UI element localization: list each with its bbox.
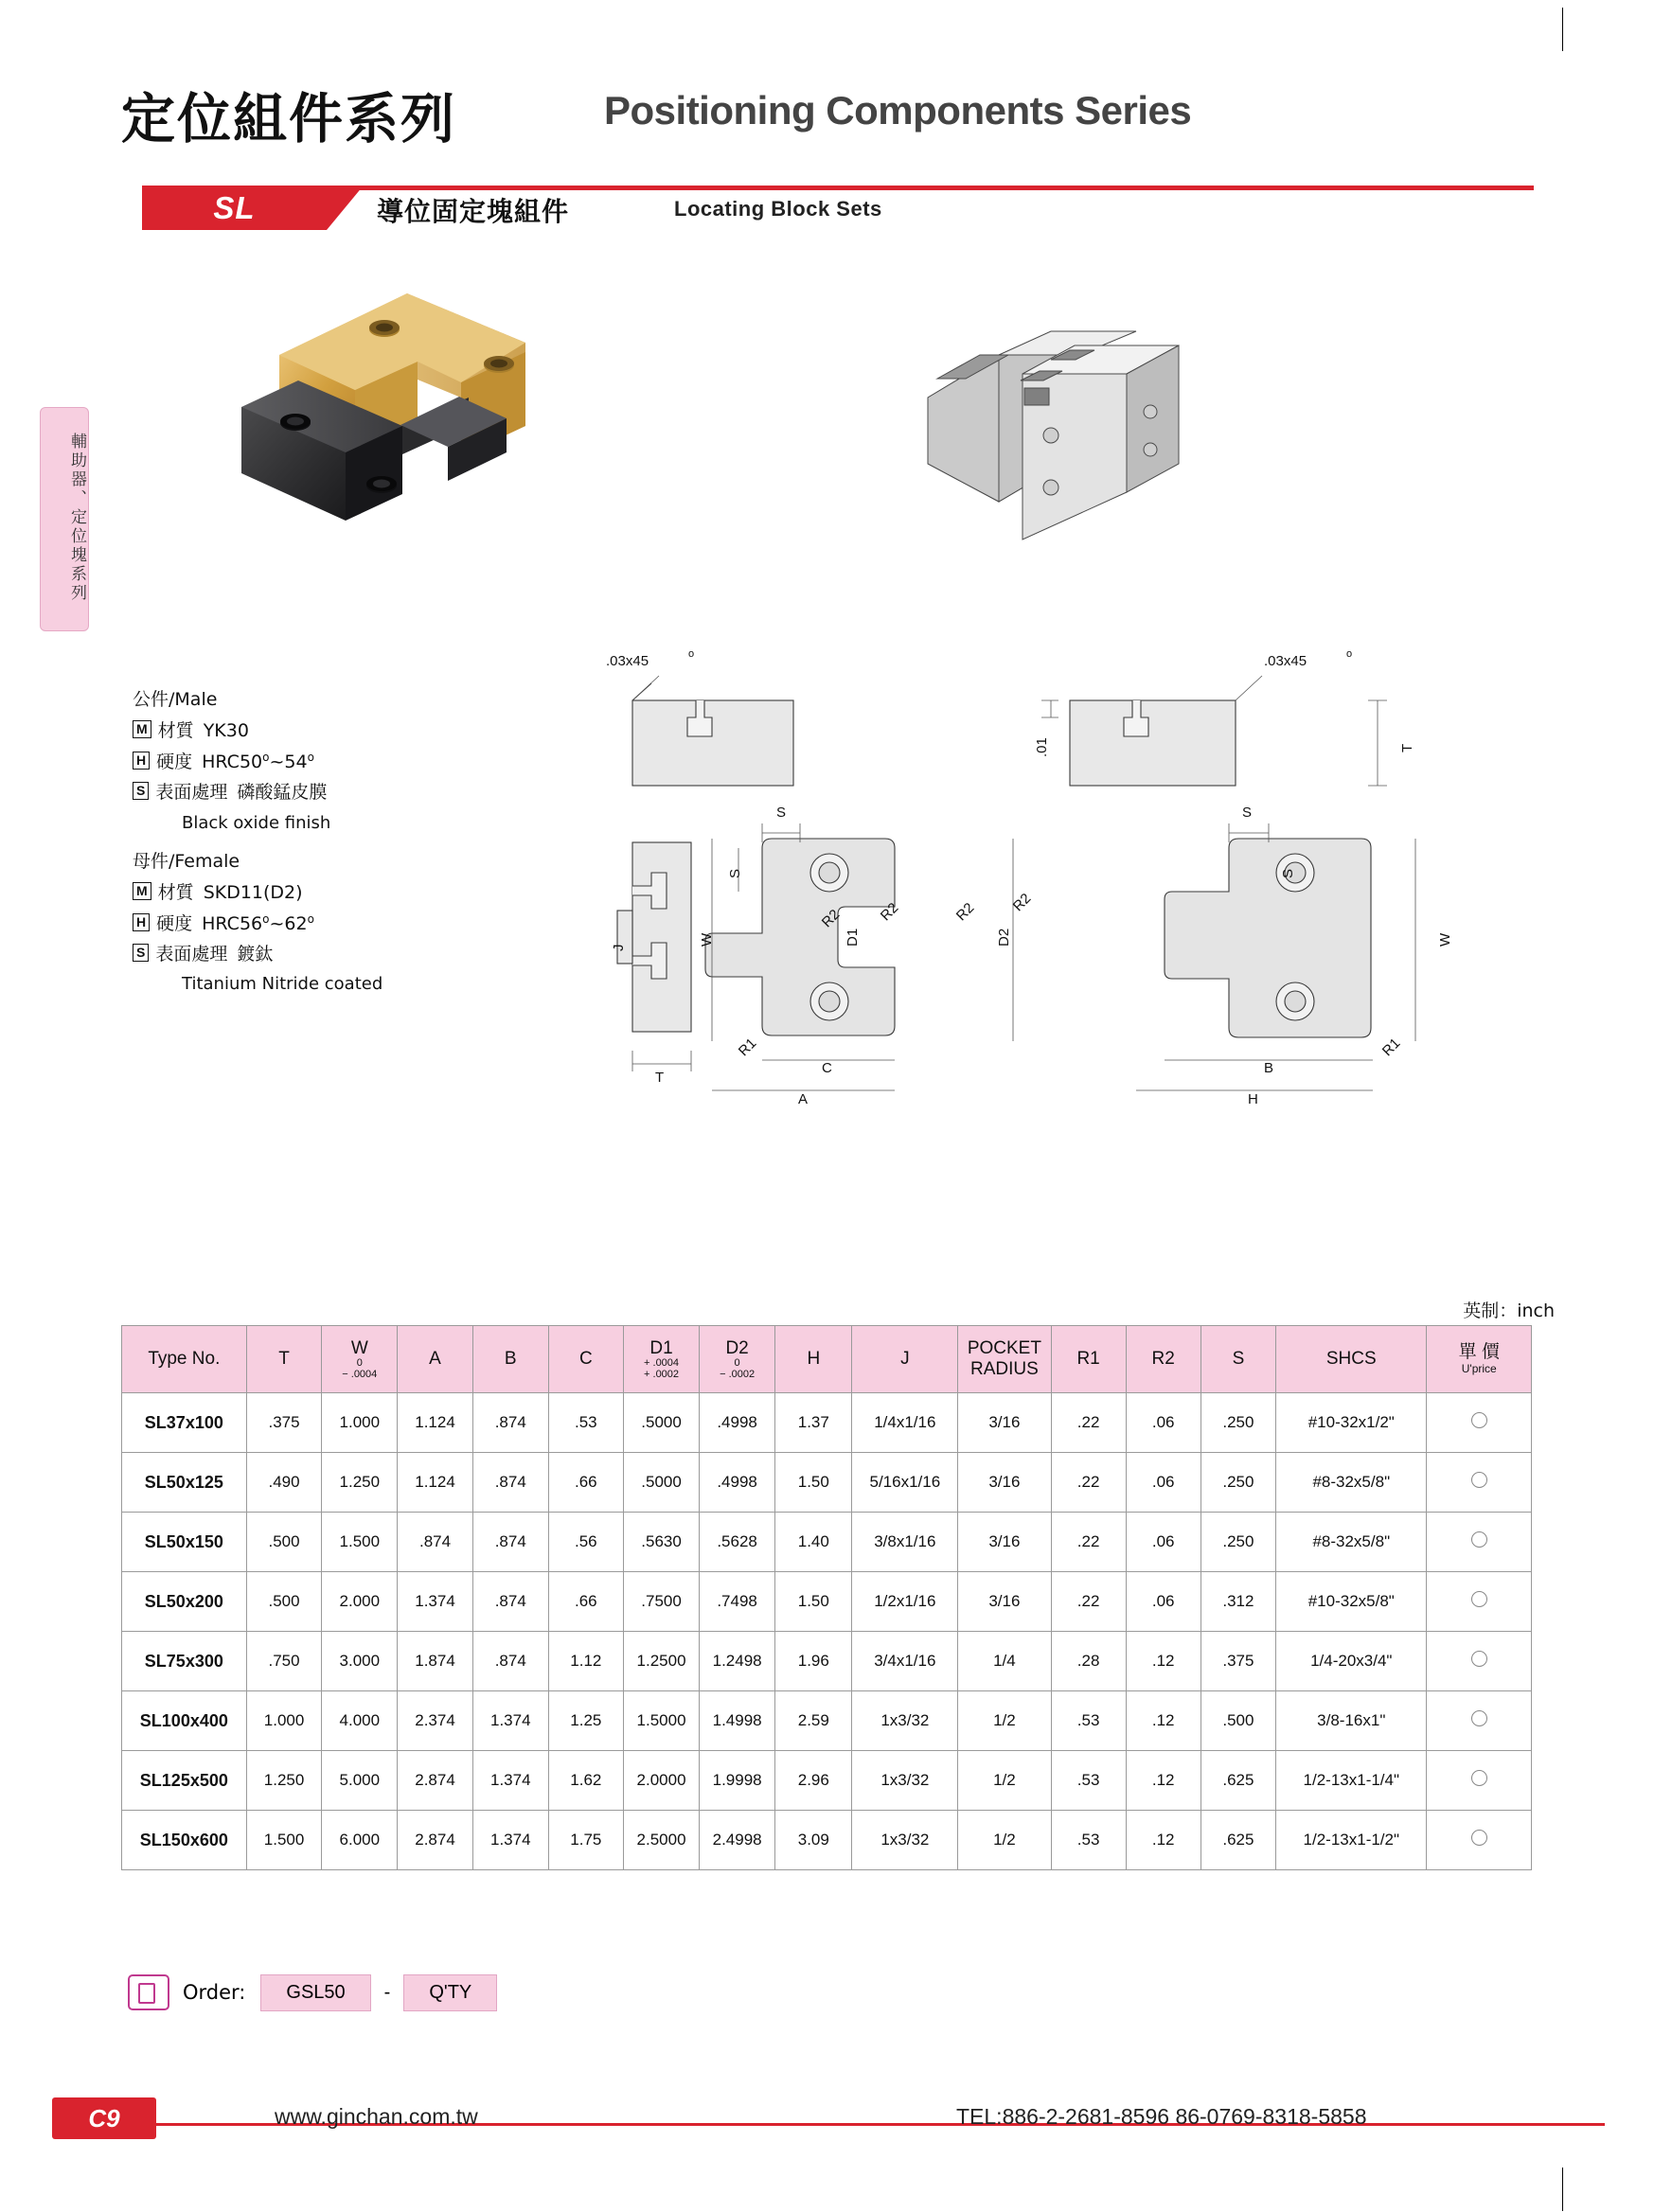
cell-type: SL75x300 — [122, 1632, 247, 1691]
cell-pocket-radius: 3/16 — [958, 1572, 1051, 1632]
cell-h: 2.96 — [775, 1751, 852, 1811]
cell-r1: .53 — [1051, 1691, 1126, 1751]
male-hardness-label: 硬度 — [156, 751, 193, 772]
cell-shcs: #8-32x5/8" — [1276, 1513, 1427, 1572]
table-row — [122, 1453, 1532, 1513]
dim-W-right: W — [1437, 932, 1453, 947]
cell-d1: 2.5000 — [624, 1811, 700, 1870]
cell-shcs: 1/2-13x1-1/2" — [1276, 1811, 1427, 1870]
price-bullet-icon — [1471, 1651, 1487, 1667]
male-material-value: YK30 — [203, 720, 249, 742]
cell-pocket-radius: 3/16 — [958, 1393, 1051, 1453]
cell-a: .874 — [398, 1513, 473, 1572]
dim-C: C — [822, 1060, 832, 1076]
cell-pocket-radius: 1/2 — [958, 1691, 1051, 1751]
cell-price[interactable] — [1427, 1513, 1532, 1572]
cell-t: 1.000 — [246, 1691, 322, 1751]
cell-d2: .4998 — [700, 1393, 775, 1453]
th-r2: R2 — [1126, 1326, 1200, 1393]
table-row — [122, 1632, 1532, 1691]
price-bullet-icon — [1471, 1412, 1487, 1428]
dim-tol-01: .01 — [1034, 737, 1050, 757]
order-code-field[interactable]: GSL50 — [260, 1974, 370, 2011]
cell-d2: .7498 — [700, 1572, 775, 1632]
cell-c: 1.75 — [548, 1811, 623, 1870]
cell-s: .250 — [1200, 1393, 1275, 1453]
cell-j: 1x3/32 — [852, 1751, 958, 1811]
table-row — [122, 1513, 1532, 1572]
dim-D2: D2 — [996, 928, 1012, 947]
th-j: J — [852, 1326, 958, 1393]
cell-r2: .12 — [1126, 1811, 1200, 1870]
cell-b: 1.374 — [472, 1811, 548, 1870]
cell-h: 3.09 — [775, 1811, 852, 1870]
cell-r1: .22 — [1051, 1572, 1126, 1632]
cell-j: 1/2x1/16 — [852, 1572, 958, 1632]
dim-B: B — [1264, 1060, 1274, 1076]
th-t: T — [246, 1326, 322, 1393]
cell-a: 1.874 — [398, 1632, 473, 1691]
cell-r2: .12 — [1126, 1691, 1200, 1751]
female-spec-header: 母件/Female — [133, 850, 240, 872]
price-bullet-icon — [1471, 1770, 1487, 1786]
female-hardness-value: HRC56 — [202, 912, 263, 934]
cell-t: .750 — [246, 1632, 322, 1691]
cell-h: 1.37 — [775, 1393, 852, 1453]
cell-t: .500 — [246, 1513, 322, 1572]
cell-s: .312 — [1200, 1572, 1275, 1632]
female-hardness-label: 硬度 — [156, 912, 193, 934]
cell-r2: .12 — [1126, 1632, 1200, 1691]
cell-a: 2.874 — [398, 1751, 473, 1811]
cell-d1: .7500 — [624, 1572, 700, 1632]
cell-b: 1.374 — [472, 1751, 548, 1811]
cell-s: .375 — [1200, 1632, 1275, 1691]
th-c: C — [548, 1326, 623, 1393]
footer-website[interactable]: www.ginchan.com.tw — [275, 2104, 478, 2129]
cell-c: 1.25 — [548, 1691, 623, 1751]
cell-s: .250 — [1200, 1513, 1275, 1572]
dim-R2-a: R2 — [877, 899, 902, 925]
cell-b: .874 — [472, 1513, 548, 1572]
dim-T-bottom: T — [655, 1070, 665, 1086]
cell-j: 1/4x1/16 — [852, 1393, 958, 1453]
cell-t: 1.500 — [246, 1811, 322, 1870]
table-row — [122, 1811, 1532, 1870]
dim-chamfer-left-deg: o — [688, 648, 695, 660]
cell-w: 4.000 — [322, 1691, 398, 1751]
dim-chamfer-right-deg: o — [1346, 648, 1353, 660]
price-bullet-icon — [1471, 1830, 1487, 1846]
cell-r2: .06 — [1126, 1393, 1200, 1453]
cell-j: 3/4x1/16 — [852, 1632, 958, 1691]
cell-h: 1.40 — [775, 1513, 852, 1572]
dim-A: A — [798, 1091, 809, 1107]
cell-pocket-radius: 1/2 — [958, 1751, 1051, 1811]
inch-note: 英制：inch — [1463, 1301, 1555, 1321]
cell-r1: .22 — [1051, 1453, 1126, 1513]
specification-table — [121, 1325, 1532, 1870]
female-material-label: 材質 — [157, 882, 194, 904]
subtitle-en: Locating Block Sets — [674, 197, 882, 221]
th-d2: D2 0 − .0002 — [700, 1326, 775, 1393]
price-bullet-icon — [1471, 1472, 1487, 1488]
order-icon — [128, 1974, 169, 2010]
cell-d2: .5628 — [700, 1513, 775, 1572]
dim-D1: D1 — [845, 928, 861, 947]
cell-j: 1x3/32 — [852, 1811, 958, 1870]
th-w: W 0 − .0004 — [322, 1326, 398, 1393]
cell-h: 1.50 — [775, 1572, 852, 1632]
order-qty-field[interactable]: Q'TY — [403, 1974, 497, 2011]
surface-mark-icon: S — [133, 944, 149, 962]
series-badge — [142, 186, 360, 230]
cell-j: 5/16x1/16 — [852, 1453, 958, 1513]
cell-r1: .53 — [1051, 1811, 1126, 1870]
cell-s: .625 — [1200, 1811, 1275, 1870]
price-bullet-icon — [1471, 1710, 1487, 1726]
side-category-tab — [40, 407, 89, 631]
cell-d1: .5000 — [624, 1453, 700, 1513]
cell-b: .874 — [472, 1393, 548, 1453]
cell-h: 1.50 — [775, 1453, 852, 1513]
th-h: H — [775, 1326, 852, 1393]
cell-s: .625 — [1200, 1751, 1275, 1811]
cell-price[interactable] — [1427, 1632, 1532, 1691]
hardness-mark-icon: H — [133, 752, 150, 770]
female-surface-value: 鍍鈦 — [237, 943, 274, 964]
cell-price[interactable] — [1427, 1393, 1532, 1453]
cell-t: .375 — [246, 1393, 322, 1453]
table-row — [122, 1751, 1532, 1811]
dim-R2-c: R2 — [952, 899, 978, 925]
cell-w: 1.500 — [322, 1513, 398, 1572]
surface-mark-icon: S — [133, 782, 149, 800]
male-spec-group: 公件/Male M 材質 YK30 H 硬度 HRC50 o ~54 o S 表面處理 磷酸錳皮膜 Black oxide finish — [133, 686, 540, 837]
dim-H: H — [1248, 1091, 1258, 1107]
cell-d1: 2.0000 — [624, 1751, 700, 1811]
dim-R2-b: R2 — [818, 906, 844, 931]
th-shcs: SHCS — [1276, 1326, 1427, 1393]
cell-type: SL50x150 — [122, 1513, 247, 1572]
page-number: C9 — [88, 2104, 120, 2132]
dim-R2-d: R2 — [1009, 890, 1035, 915]
page-title-en: Positioning Components Series — [604, 88, 1192, 133]
table-row — [122, 1691, 1532, 1751]
male-surface-en: Black oxide finish — [182, 812, 331, 833]
cell-shcs: 1/4-20x3/4" — [1276, 1632, 1427, 1691]
cell-pocket-radius: 3/16 — [958, 1513, 1051, 1572]
th-price: 單 價 U'price — [1427, 1326, 1532, 1393]
dim-chamfer-left: .03x45 — [606, 653, 649, 669]
table-header-row — [122, 1326, 1532, 1393]
cell-r1: .53 — [1051, 1751, 1126, 1811]
th-pocket-radius: POCKET RADIUS — [958, 1326, 1051, 1393]
cell-price[interactable] — [1427, 1691, 1532, 1751]
cell-r2: .06 — [1126, 1572, 1200, 1632]
dim-S-top-left: S — [776, 805, 787, 821]
cell-w: 1.000 — [322, 1393, 398, 1453]
cell-d1: 1.5000 — [624, 1691, 700, 1751]
cell-t: .490 — [246, 1453, 322, 1513]
table-row — [122, 1393, 1532, 1453]
price-bullet-icon — [1471, 1591, 1487, 1607]
cell-shcs: #10-32x5/8" — [1276, 1572, 1427, 1632]
series-badge-label: SL — [213, 190, 256, 225]
cell-s: .500 — [1200, 1691, 1275, 1751]
cell-shcs: #10-32x1/2" — [1276, 1393, 1427, 1453]
order-dash: - — [383, 1981, 391, 2003]
cell-type: SL37x100 — [122, 1393, 247, 1453]
registration-mark-bottom — [1562, 2168, 1563, 2211]
cell-r1: .28 — [1051, 1632, 1126, 1691]
male-surface-value: 磷酸錳皮膜 — [237, 782, 328, 804]
dim-S-right: S — [1280, 868, 1296, 878]
female-material-value: SKD11(D2) — [203, 882, 303, 904]
cell-price[interactable] — [1427, 1572, 1532, 1632]
cell-c: 1.62 — [548, 1751, 623, 1811]
cell-r2: .06 — [1126, 1513, 1200, 1572]
cell-pocket-radius: 1/4 — [958, 1632, 1051, 1691]
cell-a: 2.374 — [398, 1691, 473, 1751]
cell-d1: .5000 — [624, 1393, 700, 1453]
th-d1: D1 + .0004 + .0002 — [624, 1326, 700, 1393]
cell-d2: 1.2498 — [700, 1632, 775, 1691]
cell-h: 1.96 — [775, 1632, 852, 1691]
cell-shcs: #8-32x5/8" — [1276, 1453, 1427, 1513]
th-type: Type No. — [122, 1326, 247, 1393]
dim-R1-left: R1 — [735, 1035, 760, 1060]
price-bullet-icon — [1471, 1531, 1487, 1548]
th-s: S — [1200, 1326, 1275, 1393]
cell-b: 1.374 — [472, 1691, 548, 1751]
cell-c: .53 — [548, 1393, 623, 1453]
dim-R1-right: R1 — [1378, 1035, 1404, 1060]
page-header — [0, 0, 1654, 237]
cell-a: 1.124 — [398, 1453, 473, 1513]
female-surface-label: 表面處理 — [155, 943, 228, 964]
cell-a: 1.374 — [398, 1572, 473, 1632]
cell-d2: 2.4998 — [700, 1811, 775, 1870]
order-row — [128, 1973, 497, 2011]
dim-J: J — [611, 944, 627, 951]
cell-b: .874 — [472, 1453, 548, 1513]
cell-c: .66 — [548, 1453, 623, 1513]
hardness-mark-icon: H — [133, 913, 150, 931]
cell-price[interactable] — [1427, 1453, 1532, 1513]
th-b: B — [472, 1326, 548, 1393]
cell-d2: .4998 — [700, 1453, 775, 1513]
cell-r1: .22 — [1051, 1393, 1126, 1453]
th-a: A — [398, 1326, 473, 1393]
cell-w: 5.000 — [322, 1751, 398, 1811]
cell-c: .66 — [548, 1572, 623, 1632]
page-title-cn: 定位組件系列 — [121, 88, 456, 150]
cell-c: 1.12 — [548, 1632, 623, 1691]
male-spec-header: 公件/Male — [133, 689, 218, 710]
dim-chamfer-right: .03x45 — [1264, 653, 1307, 669]
cell-w: 2.000 — [322, 1572, 398, 1632]
cell-d2: 1.4998 — [700, 1691, 775, 1751]
page-footer — [0, 2092, 1654, 2149]
dim-S-left: S — [727, 868, 743, 878]
female-hardness-range: ~62 — [269, 912, 308, 934]
cell-j: 1x3/32 — [852, 1691, 958, 1751]
product-photo-locating-block-set — [241, 284, 649, 625]
footer-telephone: TEL:886-2-2681-8596 86-0769-8318-5858 — [956, 2104, 1367, 2129]
cell-r1: .22 — [1051, 1513, 1126, 1572]
cell-c: .56 — [548, 1513, 623, 1572]
cell-d2: 1.9998 — [700, 1751, 775, 1811]
cell-pocket-radius: 1/2 — [958, 1811, 1051, 1870]
side-category-tab-label: 輔助器、定位塊系列 — [67, 433, 86, 603]
cell-type: SL50x200 — [122, 1572, 247, 1632]
cell-price[interactable] — [1427, 1811, 1532, 1870]
cell-type: SL150x600 — [122, 1811, 247, 1870]
cell-w: 1.250 — [322, 1453, 398, 1513]
dim-S-top-right: S — [1242, 805, 1253, 821]
cell-t: .500 — [246, 1572, 322, 1632]
male-hardness-value: HRC50 — [202, 751, 263, 772]
assembly-photo — [909, 322, 1231, 596]
male-surface-label: 表面處理 — [155, 782, 228, 804]
male-material-label: 材質 — [157, 720, 194, 742]
cell-type: SL50x125 — [122, 1453, 247, 1513]
female-surface-en: Titanium Nitride coated — [182, 974, 383, 995]
cell-b: .874 — [472, 1572, 548, 1632]
dim-T-right: T — [1399, 743, 1415, 752]
cell-shcs: 1/2-13x1-1/4" — [1276, 1751, 1427, 1811]
female-spec-group: 母件/Female M 材質 SKD11(D2) H 硬度 HRC56 o ~62 o S 表面處理 鍍鈦 Titanium Nitride coated — [133, 848, 540, 999]
cell-j: 3/8x1/16 — [852, 1513, 958, 1572]
cell-a: 2.874 — [398, 1811, 473, 1870]
cell-w: 3.000 — [322, 1632, 398, 1691]
cell-t: 1.250 — [246, 1751, 322, 1811]
cell-price[interactable] — [1427, 1751, 1532, 1811]
cell-d1: 1.2500 — [624, 1632, 700, 1691]
page-number-badge — [52, 2097, 156, 2139]
subtitle-cn: 導位固定塊組件 — [377, 196, 570, 227]
cell-type: SL100x400 — [122, 1691, 247, 1751]
cell-r2: .12 — [1126, 1751, 1200, 1811]
cell-w: 6.000 — [322, 1811, 398, 1870]
material-mark-icon: M — [133, 882, 151, 900]
cell-a: 1.124 — [398, 1393, 473, 1453]
cell-s: .250 — [1200, 1453, 1275, 1513]
material-spec — [133, 686, 540, 1009]
cell-type: SL125x500 — [122, 1751, 247, 1811]
cell-shcs: 3/8-16x1" — [1276, 1691, 1427, 1751]
cell-r2: .06 — [1126, 1453, 1200, 1513]
cell-b: .874 — [472, 1632, 548, 1691]
order-label: Order: — [183, 1981, 246, 2004]
th-r1: R1 — [1051, 1326, 1126, 1393]
cell-pocket-radius: 3/16 — [958, 1453, 1051, 1513]
technical-drawings — [606, 648, 1562, 1249]
material-mark-icon: M — [133, 720, 151, 738]
cell-d1: .5630 — [624, 1513, 700, 1572]
male-hardness-range: ~54 — [269, 751, 308, 772]
table-row — [122, 1572, 1532, 1632]
cell-h: 2.59 — [775, 1691, 852, 1751]
dim-W-left: W — [699, 932, 715, 947]
